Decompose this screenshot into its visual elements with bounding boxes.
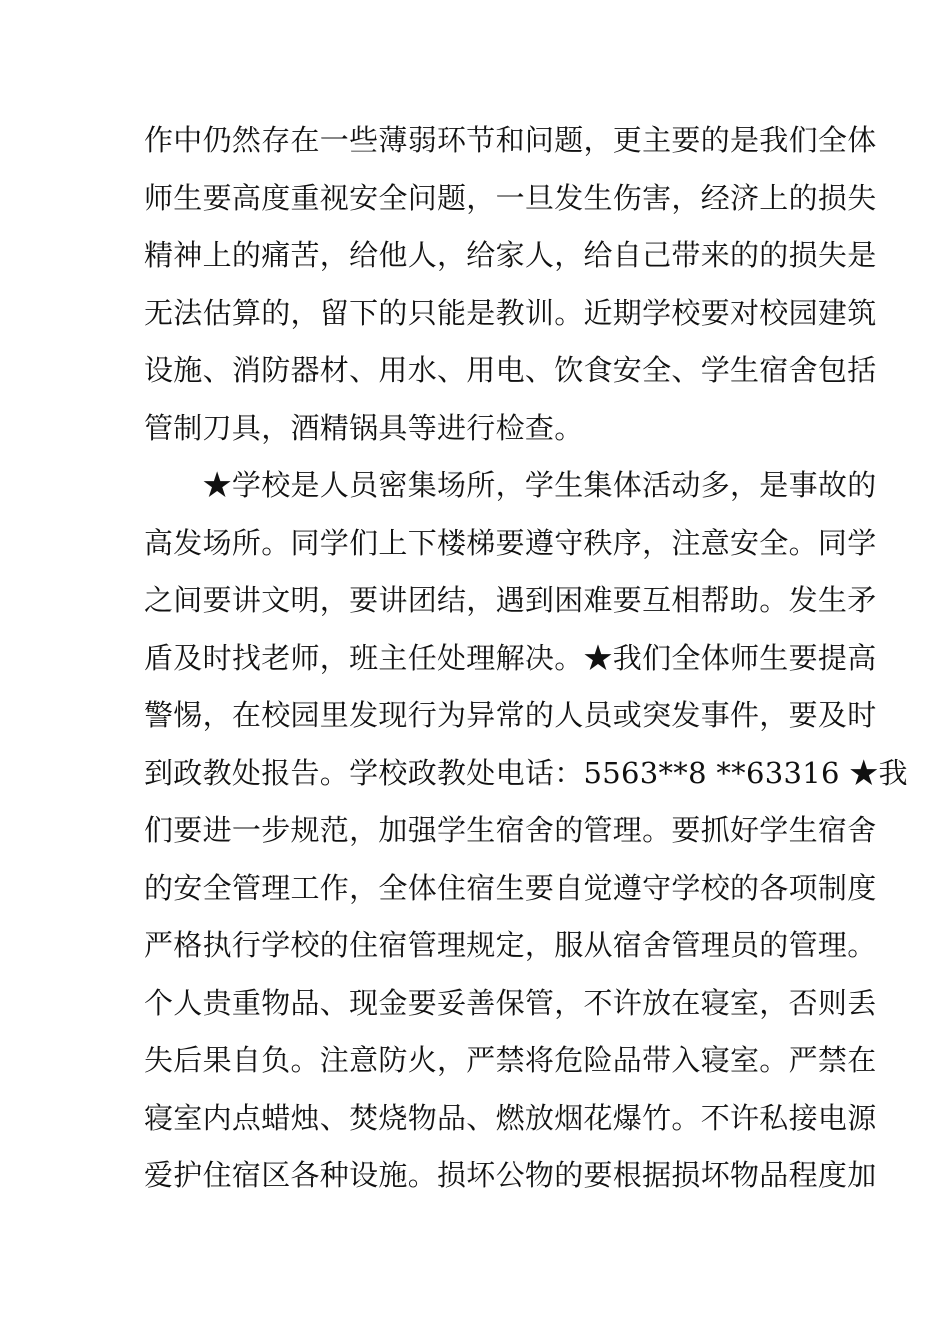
text-line: 个人贵重物品、现金要妥善保管，不许放在寝室，否则丢 (144, 985, 877, 1020)
text-line: 严格执行学校的住宿管理规定，服从宿舍管理员的管理。 (144, 928, 877, 962)
text-line: 设施、消防器材、用水、用电、饮食安全、学生宿舍包括 (144, 353, 877, 387)
text-line: 寝室内点蜡烛、焚烧物品、燃放烟花爆竹。不许私接电源 (144, 1100, 877, 1135)
text-line: 作中仍然存在一些薄弱环节和问题，更主要的是我们全体 (144, 123, 877, 157)
text-line: 的安全管理工作，全体住宿生要自觉遵守学校的各项制度 (144, 870, 877, 905)
text-line: 师生要高度重视安全问题，一旦发生伤害，经济上的损失 (144, 180, 877, 215)
text-line: 管制刀具，酒精锅具等进行检查。 (144, 410, 584, 445)
body-text (144, 112, 908, 1205)
text-line: 精神上的痛苦，给他人，给家人，给自己带来的的损失是 (144, 238, 877, 272)
text-line: 爱护住宿区各种设施。损坏公物的要根据损坏物品程度加 (144, 1158, 877, 1192)
text-line: 到政教处报告。学校政教处电话：5563**8 **63316 ★我 (144, 755, 908, 790)
text-line: 警惕，在校园里发现行为异常的人员或突发事件，要及时 (144, 698, 877, 732)
text-line: 盾及时找老师，班主任处理解决。★我们全体师生要提高 (144, 640, 877, 675)
text-line: 失后果自负。注意防火，严禁将危险品带入寝室。严禁在 (144, 1043, 877, 1077)
text-line: 之间要讲文明，要讲团结，遇到困难要互相帮助。发生矛 (144, 583, 877, 617)
text-line: 们要进一步规范，加强学生宿舍的管理。要抓好学生宿舍 (144, 813, 877, 847)
text-line: 高发场所。同学们上下楼梯要遵守秩序，注意安全。同学 (144, 525, 877, 560)
text-line: ★学校是人员密集场所，学生集体活动多，是事故的 (144, 468, 877, 502)
text-line: 无法估算的，留下的只能是教训。近期学校要对校园建筑 (144, 295, 877, 330)
